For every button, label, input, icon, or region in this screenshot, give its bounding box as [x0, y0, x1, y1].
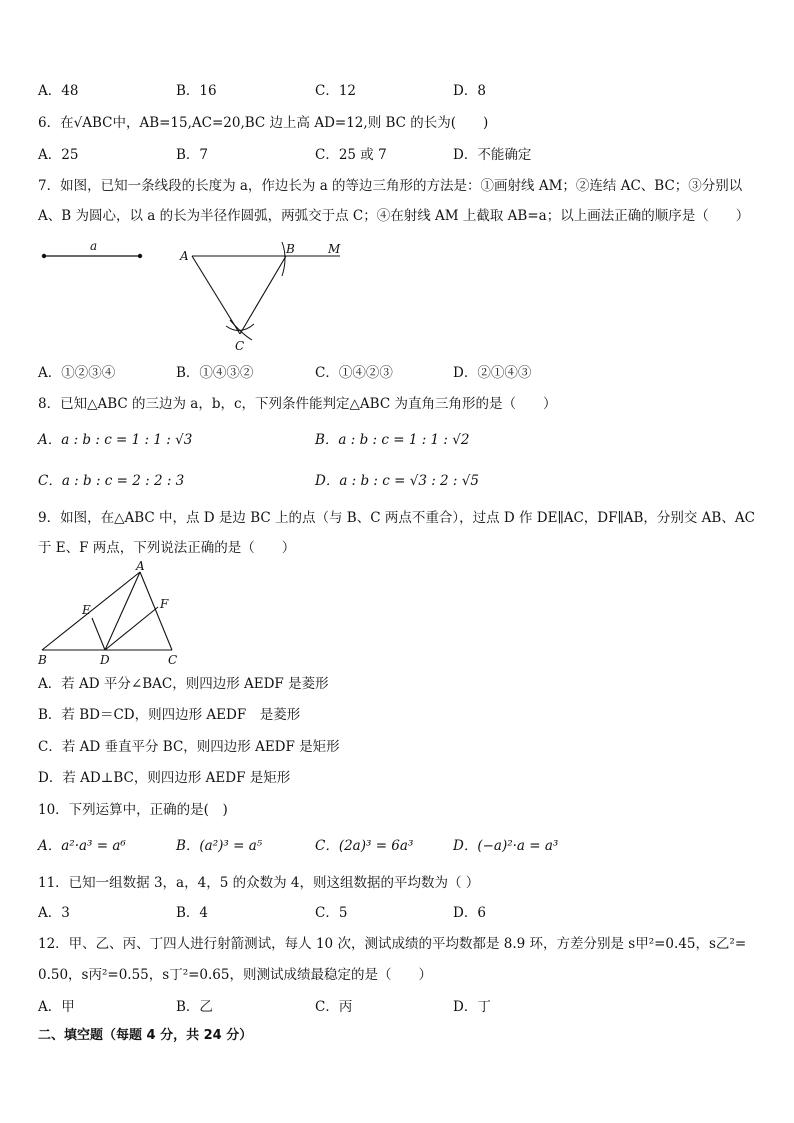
- q7-stem-line2: A、B 为圆心，以 a 的长为半径作圆弧，两弧交于点 C；④在射线 AM 上截取 AB=a；以上画法正确的顺序是（ ）: [38, 208, 750, 224]
- q6-option-c: C．25 或 7: [315, 147, 387, 163]
- label-M: M: [328, 242, 341, 256]
- q11-stem: 11．已知一组数据 3，a，4，5 的众数为 4，则这组数据的平均数为（ ）: [38, 875, 480, 891]
- label-A: A: [180, 249, 189, 263]
- label-D: D: [100, 653, 110, 667]
- q12-option-d: D．丁: [453, 999, 491, 1015]
- label-A: A: [136, 560, 145, 573]
- label-a: a: [90, 239, 98, 253]
- side-bc: [240, 256, 286, 334]
- q8-option-c: C．a : b : c = 2 : 2 : 3: [38, 473, 185, 489]
- segment-ad: [105, 572, 140, 650]
- q6-stem: 6．在√ABC中，AB=15,AC=20,BC 边上高 AD=12,则 BC 的长为( ): [38, 115, 489, 131]
- q10-option-c: C．(2a)³ = 6a³: [315, 838, 414, 854]
- q11-option-c: C．5: [315, 905, 348, 921]
- q8-option-b: B．a : b : c = 1 : 1 : √2: [315, 432, 470, 448]
- q6-option-a: A．25: [38, 147, 79, 163]
- q9-option-d: D．若 AD⊥BC，则四边形 AEDF 是矩形: [38, 770, 291, 786]
- arc-at-c-1: [226, 324, 254, 331]
- q10-stem: 10．下列运算中，正确的是( ): [38, 802, 228, 818]
- q8-option-d: D．a : b : c = √3 : 2 : √5: [315, 473, 479, 489]
- q8-option-a: A．a : b : c = 1 : 1 : √3: [38, 432, 193, 448]
- q9-option-b: B．若 BD＝CD，则四边形 AEDF 是菱形: [38, 707, 301, 723]
- q11-option-d: D．6: [453, 905, 486, 921]
- q6-option-d: D．不能确定: [453, 147, 532, 163]
- q12-option-c: C．丙: [315, 999, 353, 1015]
- q11-option-a: A．3: [38, 905, 70, 921]
- q4-option-c: C．12: [315, 83, 357, 99]
- q7-option-a: A．①②③④: [38, 365, 116, 381]
- q10-option-a: A．a²·a³ = a⁶: [38, 838, 126, 854]
- q9-figure: [30, 560, 200, 670]
- label-F: F: [160, 597, 169, 611]
- q12-option-a: A．甲: [38, 999, 75, 1015]
- side-ac: [140, 572, 172, 650]
- label-B: B: [38, 653, 47, 667]
- label-C: C: [235, 339, 245, 353]
- q9-option-a: A．若 AD 平分∠BAC，则四边形 AEDF 是菱形: [38, 676, 329, 692]
- segment-a-endpoint-left: [42, 254, 46, 258]
- q9-stem-line1: 9．如图，在△ABC 中，点 D 是边 BC 上的点（与 B、C 两点不重合），过点 D 作 DE∥AC，DF∥AB，分别交 AB、AC: [38, 510, 755, 526]
- segment-df: [105, 607, 158, 650]
- q8-stem: 8．已知△ABC 的三边为 a，b，c，下列条件能判定△ABC 为直角三角形的是（ ）: [38, 396, 557, 412]
- q7-option-d: D．②①④③: [453, 365, 532, 381]
- arc-at-b: [282, 242, 285, 276]
- q6-option-b: B．7: [176, 147, 209, 163]
- q4-option-d: D．8: [453, 83, 486, 99]
- label-C: C: [168, 653, 178, 667]
- section-heading: 二、填空题（每题 4 分，共 24 分）: [38, 1028, 253, 1043]
- side-ab: [42, 572, 140, 650]
- q7-option-b: B．①④③②: [176, 365, 254, 381]
- q4-option-a: A．48: [38, 83, 79, 99]
- q10-option-d: D．(−a)²·a = a³: [453, 838, 559, 854]
- segment-de: [92, 618, 105, 650]
- q9-option-c: C．若 AD 垂直平分 BC，则四边形 AEDF 是矩形: [38, 739, 340, 755]
- side-ac: [192, 256, 240, 334]
- segment-a-endpoint-right: [138, 254, 142, 258]
- label-B: B: [286, 242, 295, 256]
- q7-option-c: C．①④②③: [315, 365, 393, 381]
- q4-option-b: B．16: [176, 83, 217, 99]
- q10-option-b: B．(a²)³ = a⁵: [176, 838, 263, 854]
- label-E: E: [82, 603, 91, 617]
- q7-figure: [30, 236, 360, 356]
- q12-option-b: B．乙: [176, 999, 213, 1015]
- q12-stem-line1: 12．甲、乙、丙、丁四人进行射箭测试，每人 10 次，测试成绩的平均数都是 8.9 环，方差分别是 s甲²=0.45，s乙²=: [38, 936, 747, 952]
- q12-stem-line2: 0.50，s丙²=0.55，s丁²=0.65，则测试成绩最稳定的是（ ）: [38, 967, 432, 983]
- q9-stem-line2: 于 E、F 两点，下列说法正确的是（ ）: [38, 540, 296, 556]
- q11-option-b: B．4: [176, 905, 209, 921]
- q7-stem-line1: 7．如图，已知一条线段的长度为 a，作边长为 a 的等边三角形的方法是：①画射线 AM；②连结 AC、BC；③分别以: [38, 178, 743, 194]
